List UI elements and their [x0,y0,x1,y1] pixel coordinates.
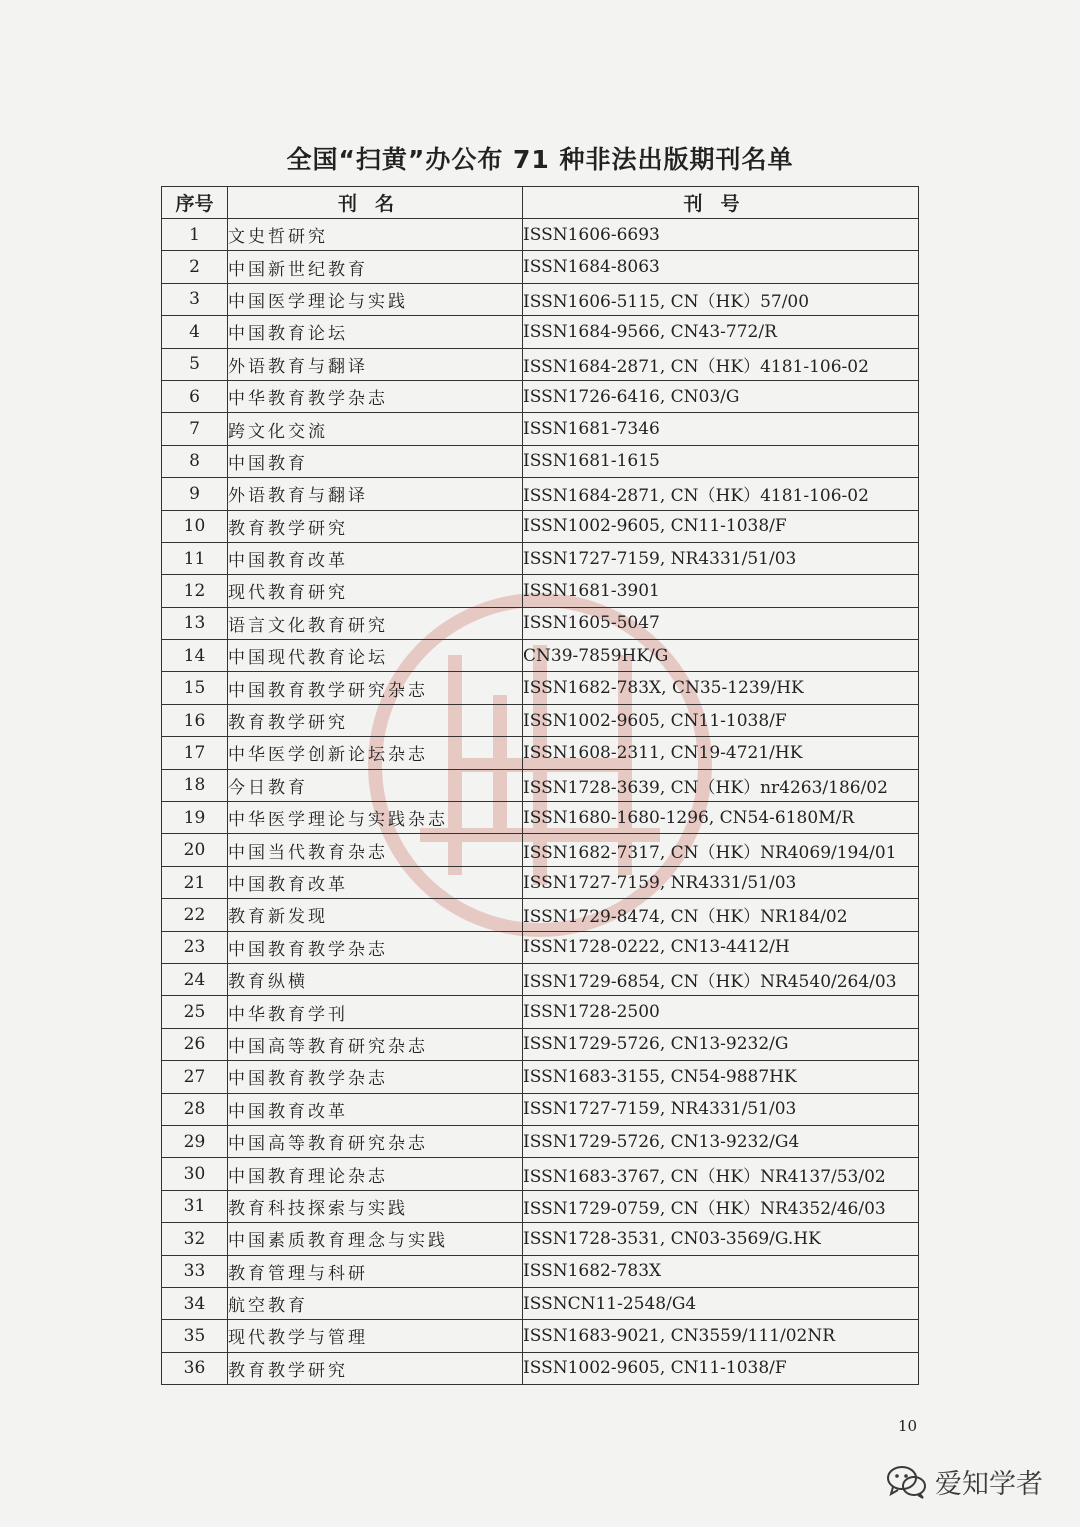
journal-code: ISSN1729-0759, CN（HK）NR4352/46/03 [523,1190,919,1222]
row-index: 13 [162,607,228,639]
journal-code: ISSN1684-8063 [523,251,919,283]
journal-name: 中国新世纪教育 [228,251,523,283]
journal-code: ISSN1683-3767, CN（HK）NR4137/53/02 [523,1158,919,1190]
journal-name: 今日教育 [228,769,523,801]
journal-name: 中国高等教育研究杂志 [228,1125,523,1157]
row-index: 5 [162,348,228,380]
journal-name: 现代教育研究 [228,575,523,607]
journal-table [161,186,919,1385]
journal-code: ISSN1727-7159, NR4331/51/03 [523,866,919,898]
table-row [162,963,919,995]
journal-name: 外语教育与翻译 [228,348,523,380]
row-index: 17 [162,737,228,769]
journal-code: ISSN1002-9605, CN11-1038/F [523,1352,919,1384]
table-row [162,672,919,704]
table-row [162,704,919,736]
journal-name: 中国教育教学杂志 [228,1061,523,1093]
header-code: 刊号 [523,187,919,219]
journal-code: ISSN1682-783X [523,1255,919,1287]
journal-name: 中华教育学刊 [228,996,523,1028]
row-index: 22 [162,899,228,931]
journal-name: 现代教学与管理 [228,1320,523,1352]
journal-name: 中国教育教学杂志 [228,931,523,963]
journal-code: ISSN1729-5726, CN13-9232/G4 [523,1125,919,1157]
journal-name: 中国当代教育杂志 [228,834,523,866]
table-row [162,931,919,963]
journal-code: ISSN1726-6416, CN03/G [523,380,919,412]
journal-name: 跨文化交流 [228,413,523,445]
journal-code: ISSN1729-8474, CN（HK）NR184/02 [523,899,919,931]
journal-name: 教育纵横 [228,963,523,995]
table-row [162,283,919,315]
journal-code: ISSN1681-3901 [523,575,919,607]
row-index: 23 [162,931,228,963]
table-row [162,996,919,1028]
journal-name: 中国医学理论与实践 [228,283,523,315]
journal-name: 文史哲研究 [228,219,523,251]
table-row [162,1158,919,1190]
journal-code: ISSN1683-9021, CN3559/111/02NR [523,1320,919,1352]
row-index: 15 [162,672,228,704]
journal-name: 外语教育与翻译 [228,478,523,510]
row-index: 32 [162,1223,228,1255]
journal-name: 中国教育教学研究杂志 [228,672,523,704]
journal-code: ISSN1728-3639, CN（HK）nr4263/186/02 [523,769,919,801]
table-row [162,316,919,348]
row-index: 4 [162,316,228,348]
row-index: 21 [162,866,228,898]
table-row [162,1320,919,1352]
row-index: 27 [162,1061,228,1093]
document-title: 全国“扫黄”办公布 71 种非法出版期刊名单 [286,145,794,174]
table-row [162,737,919,769]
table-row [162,219,919,251]
row-index: 7 [162,413,228,445]
journal-name: 中国现代教育论坛 [228,640,523,672]
journal-code: ISSN1683-3155, CN54-9887HK [523,1061,919,1093]
row-index: 26 [162,1028,228,1060]
table-row [162,1190,919,1222]
journal-name: 教育教学研究 [228,510,523,542]
journal-name: 教育教学研究 [228,1352,523,1384]
row-index: 2 [162,251,228,283]
journal-code: ISSNCN11-2548/G4 [523,1287,919,1319]
journal-name: 语言文化教育研究 [228,607,523,639]
row-index: 1 [162,219,228,251]
journal-name: 航空教育 [228,1287,523,1319]
table-row [162,1255,919,1287]
journal-name: 教育科技探索与实践 [228,1190,523,1222]
journal-name: 中国教育改革 [228,1093,523,1125]
journal-code: ISSN1727-7159, NR4331/51/03 [523,1093,919,1125]
table-row [162,1061,919,1093]
table-row [162,413,919,445]
table-row [162,542,919,574]
journal-name: 中国教育论坛 [228,316,523,348]
table-row [162,1223,919,1255]
table-row [162,607,919,639]
table-row [162,802,919,834]
journal-code: ISSN1606-5115, CN（HK）57/00 [523,283,919,315]
table-row [162,1352,919,1384]
row-index: 25 [162,996,228,1028]
table-row [162,575,919,607]
row-index: 11 [162,542,228,574]
journal-name: 中华医学创新论坛杂志 [228,737,523,769]
journal-code: ISSN1605-5047 [523,607,919,639]
row-index: 19 [162,802,228,834]
row-index: 28 [162,1093,228,1125]
table-row [162,380,919,412]
table-row [162,769,919,801]
row-index: 20 [162,834,228,866]
table-header-row [162,187,919,219]
journal-code: ISSN1684-2871, CN（HK）4181-106-02 [523,478,919,510]
row-index: 9 [162,478,228,510]
table-row [162,445,919,477]
row-index: 3 [162,283,228,315]
row-index: 34 [162,1287,228,1319]
journal-name: 中国教育理论杂志 [228,1158,523,1190]
journal-code: ISSN1002-9605, CN11-1038/F [523,704,919,736]
journal-code: ISSN1682-7317, CN（HK）NR4069/194/01 [523,834,919,866]
journal-name: 中国教育 [228,445,523,477]
row-index: 33 [162,1255,228,1287]
journal-code: ISSN1680-1680-1296, CN54-6180M/R [523,802,919,834]
row-index: 35 [162,1320,228,1352]
account-watermark [885,1462,1043,1501]
watermark-text: 爱知学者 [935,1469,1043,1500]
header-name: 刊名 [228,187,523,219]
journal-code: ISSN1608-2311, CN19-4721/HK [523,737,919,769]
page-number: 10 [898,1417,918,1435]
row-index: 29 [162,1125,228,1157]
table-row [162,640,919,672]
journal-name: 中国素质教育理念与实践 [228,1223,523,1255]
journal-name: 教育教学研究 [228,704,523,736]
journal-name: 中国教育改革 [228,866,523,898]
header-index: 序号 [162,187,228,219]
table-row [162,510,919,542]
row-index: 16 [162,704,228,736]
row-index: 6 [162,380,228,412]
row-index: 30 [162,1158,228,1190]
row-index: 36 [162,1352,228,1384]
wechat-icon [885,1464,929,1500]
journal-code: ISSN1728-3531, CN03-3569/G.HK [523,1223,919,1255]
journal-code: ISSN1729-5726, CN13-9232/G [523,1028,919,1060]
journal-code: ISSN1728-2500 [523,996,919,1028]
journal-name: 中华教育教学杂志 [228,380,523,412]
table-row [162,899,919,931]
journal-code: ISSN1684-9566, CN43-772/R [523,316,919,348]
table-row [162,866,919,898]
journal-code: ISSN1682-783X, CN35-1239/HK [523,672,919,704]
row-index: 12 [162,575,228,607]
row-index: 10 [162,510,228,542]
journal-name: 中华医学理论与实践杂志 [228,802,523,834]
row-index: 18 [162,769,228,801]
journal-code: ISSN1681-1615 [523,445,919,477]
table-row [162,1028,919,1060]
table-row [162,1125,919,1157]
table-row [162,251,919,283]
journal-code: ISSN1002-9605, CN11-1038/F [523,510,919,542]
journal-code: ISSN1727-7159, NR4331/51/03 [523,542,919,574]
row-index: 14 [162,640,228,672]
row-index: 31 [162,1190,228,1222]
table-row [162,834,919,866]
row-index: 8 [162,445,228,477]
journal-code: ISSN1681-7346 [523,413,919,445]
journal-code: ISSN1728-0222, CN13-4412/H [523,931,919,963]
table-row [162,478,919,510]
table-row [162,1287,919,1319]
journal-name: 中国高等教育研究杂志 [228,1028,523,1060]
journal-code: ISSN1606-6693 [523,219,919,251]
journal-name: 教育管理与科研 [228,1255,523,1287]
journal-code: CN39-7859HK/G [523,640,919,672]
journal-code: ISSN1729-6854, CN（HK）NR4540/264/03 [523,963,919,995]
row-index: 24 [162,963,228,995]
table-row [162,348,919,380]
journal-code: ISSN1684-2871, CN（HK）4181-106-02 [523,348,919,380]
journal-name: 中国教育改革 [228,542,523,574]
journal-name: 教育新发现 [228,899,523,931]
table-row [162,1093,919,1125]
